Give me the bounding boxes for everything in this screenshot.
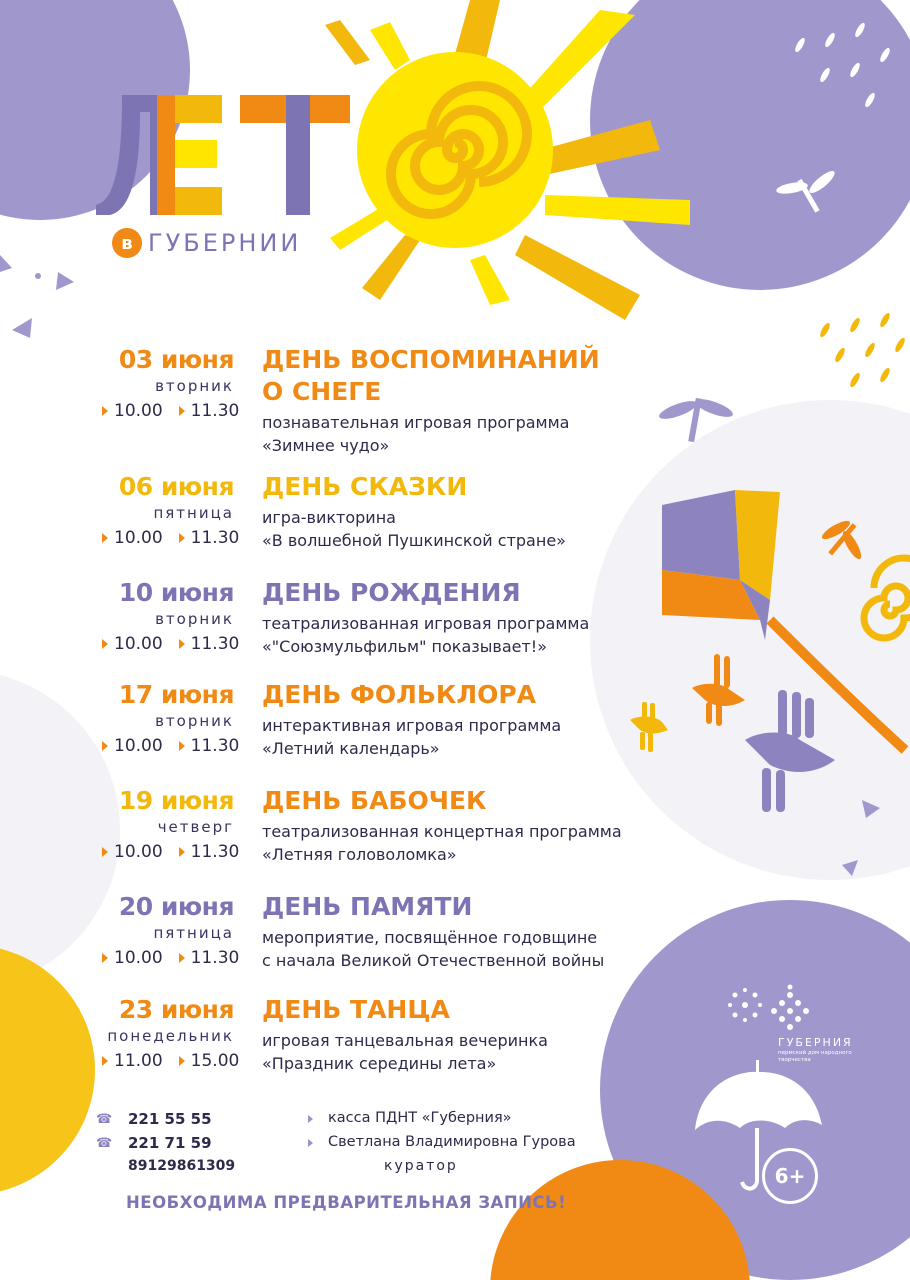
play-triangle-icon: [102, 639, 108, 649]
event-title: ДЕНЬ СКАЗКИ: [262, 472, 468, 501]
contact-role: куратор: [384, 1158, 458, 1174]
event-row: [0, 578, 910, 678]
play-triangle-icon: [179, 1056, 185, 1066]
event-times: [102, 528, 255, 548]
event-time-value: 10.00: [114, 948, 163, 968]
play-triangle-icon: [102, 741, 108, 751]
event-date: 03 июня: [118, 345, 234, 374]
event-time: [179, 948, 240, 968]
event-description: игра-викторина: [262, 508, 396, 527]
event-weekday: пятница: [153, 924, 234, 942]
event-title: ДЕНЬ БАБОЧЕК: [262, 786, 487, 815]
event-time: [102, 736, 163, 756]
event-row: [0, 995, 910, 1095]
event-time-value: 11.30: [190, 736, 240, 756]
play-triangle-icon: [179, 953, 185, 963]
event-description: «Зимнее чудо»: [262, 436, 390, 455]
event-times: [102, 948, 255, 968]
event-time: [179, 401, 240, 421]
event-time-value: 10.00: [114, 842, 163, 862]
play-triangle-icon: [179, 741, 185, 751]
event-time-value: 15.00: [190, 1051, 240, 1071]
phone-label: касса ПДНТ «Губерния»: [328, 1110, 512, 1126]
age-rating-badge: 6+: [762, 1148, 818, 1204]
event-weekday: вторник: [155, 610, 234, 628]
event-description: «"Союзмульфильм" показывает!»: [262, 637, 547, 656]
event-time: [102, 401, 163, 421]
play-triangle-icon: [179, 639, 185, 649]
play-triangle-icon: [102, 533, 108, 543]
event-times: [102, 736, 255, 756]
event-time: [179, 736, 240, 756]
event-title: ДЕНЬ ФОЛЬКЛОРА: [262, 680, 537, 709]
phone-number-mobile[interactable]: 89129861309: [128, 1158, 236, 1174]
event-description: «Летняя головоломка»: [262, 845, 457, 864]
event-weekday: понедельник: [107, 1027, 234, 1045]
event-time: [102, 634, 163, 654]
phone-number[interactable]: 221 55 55: [128, 1110, 212, 1128]
event-description: «Праздник середины лета»: [262, 1054, 497, 1073]
event-times: [102, 401, 255, 421]
event-title: О СНЕГЕ: [262, 377, 382, 406]
event-row: [0, 680, 910, 780]
play-triangle-icon: [179, 847, 185, 857]
play-triangle-icon: [102, 847, 108, 857]
logo-letters: [96, 95, 350, 215]
event-date: 17 июня: [118, 680, 234, 709]
notice-registration: НЕОБХОДИМА ПРЕДВАРИТЕЛЬНАЯ ЗАПИСЬ!: [126, 1193, 567, 1212]
event-time: [102, 1051, 163, 1071]
event-date: 23 июня: [118, 995, 234, 1024]
event-date: 10 июня: [118, 578, 234, 607]
event-description: с начала Великой Отечественной войны: [262, 951, 605, 970]
logo-gubernii: ГУБЕРНИИ: [148, 229, 302, 257]
play-triangle-icon: [179, 406, 185, 416]
play-triangle-icon: [179, 533, 185, 543]
event-time-value: 11.30: [190, 842, 240, 862]
event-description: познавательная игровая программа: [262, 413, 570, 432]
event-times: [102, 842, 255, 862]
event-time: [179, 842, 240, 862]
event-title: ДЕНЬ ТАНЦА: [262, 995, 450, 1024]
event-date: 06 июня: [118, 472, 234, 501]
event-time: [102, 842, 163, 862]
event-description: «В волшебной Пушкинской стране»: [262, 531, 566, 550]
event-time-value: 10.00: [114, 736, 163, 756]
event-row: [0, 892, 910, 992]
event-time-value: 11.30: [190, 401, 240, 421]
event-title: ДЕНЬ ВОСПОМИНАНИЙ: [262, 345, 600, 374]
event-date: 19 июня: [118, 786, 234, 815]
event-time-value: 10.00: [114, 634, 163, 654]
event-row: [0, 472, 910, 572]
event-description: игровая танцевальная вечеринка: [262, 1031, 548, 1050]
event-description: театрализованная игровая программа: [262, 614, 590, 633]
contact-name: Светлана Владимировна Гурова: [328, 1134, 576, 1150]
phone-icon: ☎: [96, 1136, 113, 1151]
event-weekday: вторник: [155, 377, 234, 395]
logo-v-badge: в: [112, 228, 142, 258]
event-time-value: 11.30: [190, 948, 240, 968]
event-time-value: 11.30: [190, 528, 240, 548]
triangles-left: [0, 255, 74, 338]
org-name: ГУБЕРНИЯ: [778, 1036, 853, 1049]
arrow-icon: [308, 1139, 313, 1147]
phone-number[interactable]: 221 71 59: [128, 1134, 212, 1152]
event-time: [102, 528, 163, 548]
event-time-value: 10.00: [114, 528, 163, 548]
event-description: «Летний календарь»: [262, 739, 440, 758]
logo-subtitle: [112, 228, 301, 258]
event-times: [102, 634, 255, 654]
event-title: ДЕНЬ РОЖДЕНИЯ: [262, 578, 521, 607]
play-triangle-icon: [102, 953, 108, 963]
play-triangle-icon: [102, 406, 108, 416]
play-triangle-icon: [102, 1056, 108, 1066]
event-title: ДЕНЬ ПАМЯТИ: [262, 892, 473, 921]
event-weekday: пятница: [153, 504, 234, 522]
event-time: [179, 1051, 240, 1071]
arrow-icon: [308, 1115, 313, 1123]
event-time: [179, 528, 240, 548]
phone-icon: ☎: [96, 1112, 113, 1127]
event-row: [0, 786, 910, 886]
event-weekday: четверг: [157, 818, 234, 836]
event-row: [0, 345, 910, 455]
event-time-value: 11.00: [114, 1051, 163, 1071]
event-time: [102, 948, 163, 968]
event-weekday: вторник: [155, 712, 234, 730]
event-time-value: 10.00: [114, 401, 163, 421]
event-times: [102, 1051, 255, 1071]
event-time: [179, 634, 240, 654]
event-description: театрализованная концертная программа: [262, 822, 622, 841]
org-subtitle: пермский дом народного творчества: [778, 1050, 852, 1063]
event-description: мероприятие, посвящённое годовщине: [262, 928, 598, 947]
event-description: интерактивная игровая программа: [262, 716, 562, 735]
event-time-value: 11.30: [190, 634, 240, 654]
event-date: 20 июня: [118, 892, 234, 921]
